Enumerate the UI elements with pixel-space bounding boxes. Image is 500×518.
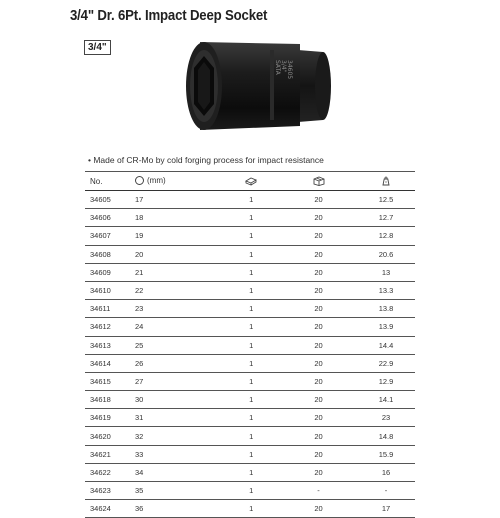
cell-inner-pack: 1 <box>222 409 280 427</box>
cell-inner-pack: 1 <box>222 263 280 281</box>
page-title: 3/4" Dr. 6Pt. Impact Deep Socket <box>70 7 268 24</box>
cell-mm: 22 <box>132 281 222 299</box>
cell-outer-box: 20 <box>280 300 357 318</box>
cell-mm: 34 <box>132 463 222 481</box>
cell-outer-box: 20 <box>280 318 357 336</box>
table-row <box>85 354 415 372</box>
cell-outer-box: 20 <box>280 500 357 518</box>
cell-no: 34607 <box>85 227 132 245</box>
table-row <box>85 318 415 336</box>
cell-no: 34610 <box>85 281 132 299</box>
cell-no: 34605 <box>85 191 132 209</box>
cell-outer-box: 20 <box>280 409 357 427</box>
cell-outer-box: 20 <box>280 354 357 372</box>
inner-pack-icon <box>245 177 257 186</box>
cell-mm: 23 <box>132 300 222 318</box>
cell-inner-pack: 1 <box>222 445 280 463</box>
cell-weight: 12.7 <box>357 209 415 227</box>
table-row <box>85 336 415 354</box>
svg-text:34605: 34605 <box>286 60 293 80</box>
cell-mm: 19 <box>132 227 222 245</box>
cell-mm: 30 <box>132 391 222 409</box>
cell-mm: 24 <box>132 318 222 336</box>
cell-no: 34615 <box>85 372 132 390</box>
cell-weight: 22.9 <box>357 354 415 372</box>
cell-mm: 36 <box>132 500 222 518</box>
svg-text:SATA: SATA <box>274 60 281 75</box>
cell-weight: 12.9 <box>357 372 415 390</box>
cell-outer-box: 20 <box>280 463 357 481</box>
cell-outer-box: 20 <box>280 227 357 245</box>
table-row <box>85 427 415 445</box>
cell-outer-box: 20 <box>280 391 357 409</box>
cell-weight: 14.8 <box>357 427 415 445</box>
cell-no: 34609 <box>85 263 132 281</box>
cell-weight: 12.8 <box>357 227 415 245</box>
cell-weight: 13.8 <box>357 300 415 318</box>
cell-mm: 27 <box>132 372 222 390</box>
cell-outer-box: 20 <box>280 281 357 299</box>
cell-no: 34612 <box>85 318 132 336</box>
cell-inner-pack: 1 <box>222 209 280 227</box>
cell-no: 34622 <box>85 463 132 481</box>
cell-outer-box: 20 <box>280 427 357 445</box>
cell-outer-box: - <box>280 482 357 500</box>
cell-weight: 15.9 <box>357 445 415 463</box>
cell-inner-pack: 1 <box>222 300 280 318</box>
cell-mm: 17 <box>132 191 222 209</box>
cell-mm: 25 <box>132 336 222 354</box>
col-outer-box <box>280 172 357 191</box>
cell-weight: 13 <box>357 263 415 281</box>
cell-outer-box: 20 <box>280 191 357 209</box>
cell-no: 34623 <box>85 482 132 500</box>
table-row <box>85 391 415 409</box>
cell-weight: 13.3 <box>357 281 415 299</box>
size-tag: 3/4" <box>84 40 111 55</box>
table-row <box>85 209 415 227</box>
table-row <box>85 372 415 390</box>
table-row <box>85 482 415 500</box>
cell-mm: 18 <box>132 209 222 227</box>
weight-icon <box>381 176 391 186</box>
table-row <box>85 227 415 245</box>
cell-no: 34618 <box>85 391 132 409</box>
table-row <box>85 500 415 518</box>
cell-no: 34606 <box>85 209 132 227</box>
cell-no: 34613 <box>85 336 132 354</box>
table-row <box>85 300 415 318</box>
cell-mm: 20 <box>132 245 222 263</box>
col-inner-pack <box>222 172 280 191</box>
table-row <box>85 463 415 481</box>
cell-weight: 14.4 <box>357 336 415 354</box>
table-row <box>85 191 415 209</box>
impact-deep-socket-icon <box>178 30 338 140</box>
cell-outer-box: 20 <box>280 336 357 354</box>
product-description: • Made of CR-Mo by cold forging process for impact resistance <box>88 155 324 165</box>
cell-mm: 33 <box>132 445 222 463</box>
col-mm-label: (mm) <box>146 175 166 185</box>
cell-inner-pack: 1 <box>222 391 280 409</box>
cell-no: 34621 <box>85 445 132 463</box>
col-weight <box>357 172 415 191</box>
table-row <box>85 245 415 263</box>
svg-text:3/4": 3/4" <box>280 60 287 73</box>
cell-weight: 14.1 <box>357 391 415 409</box>
cell-no: 34620 <box>85 427 132 445</box>
cell-weight: 13.9 <box>357 318 415 336</box>
cell-outer-box: 20 <box>280 209 357 227</box>
cell-outer-box: 20 <box>280 372 357 390</box>
cell-no: 34614 <box>85 354 132 372</box>
cell-inner-pack: 1 <box>222 281 280 299</box>
cell-weight: 17 <box>357 500 415 518</box>
spec-table <box>85 171 415 518</box>
outer-box-icon <box>313 176 325 186</box>
cell-inner-pack: 1 <box>222 191 280 209</box>
cell-weight: 16 <box>357 463 415 481</box>
cell-outer-box: 20 <box>280 263 357 281</box>
cell-outer-box: 20 <box>280 245 357 263</box>
table-row <box>85 445 415 463</box>
cell-inner-pack: 1 <box>222 482 280 500</box>
cell-inner-pack: 1 <box>222 427 280 445</box>
cell-mm: 31 <box>132 409 222 427</box>
cell-mm: 32 <box>132 427 222 445</box>
cell-mm: 26 <box>132 354 222 372</box>
cell-mm: 21 <box>132 263 222 281</box>
cell-inner-pack: 1 <box>222 354 280 372</box>
cell-mm: 35 <box>132 482 222 500</box>
cell-no: 34608 <box>85 245 132 263</box>
cell-inner-pack: 1 <box>222 245 280 263</box>
cell-inner-pack: 1 <box>222 500 280 518</box>
cell-weight: 20.6 <box>357 245 415 263</box>
cell-weight: 23 <box>357 409 415 427</box>
cell-inner-pack: 1 <box>222 318 280 336</box>
cell-inner-pack: 1 <box>222 463 280 481</box>
cell-weight: 12.5 <box>357 191 415 209</box>
cell-no: 34619 <box>85 409 132 427</box>
cell-no: 34611 <box>85 300 132 318</box>
col-no: No. <box>85 172 132 191</box>
cell-inner-pack: 1 <box>222 227 280 245</box>
col-mm <box>132 172 222 191</box>
cell-inner-pack: 1 <box>222 336 280 354</box>
table-header-row <box>85 172 415 191</box>
table-row <box>85 409 415 427</box>
table-row <box>85 281 415 299</box>
cell-weight: - <box>357 482 415 500</box>
cell-outer-box: 20 <box>280 445 357 463</box>
table-row <box>85 263 415 281</box>
cell-no: 34624 <box>85 500 132 518</box>
cell-inner-pack: 1 <box>222 372 280 390</box>
ring-icon <box>135 176 144 185</box>
